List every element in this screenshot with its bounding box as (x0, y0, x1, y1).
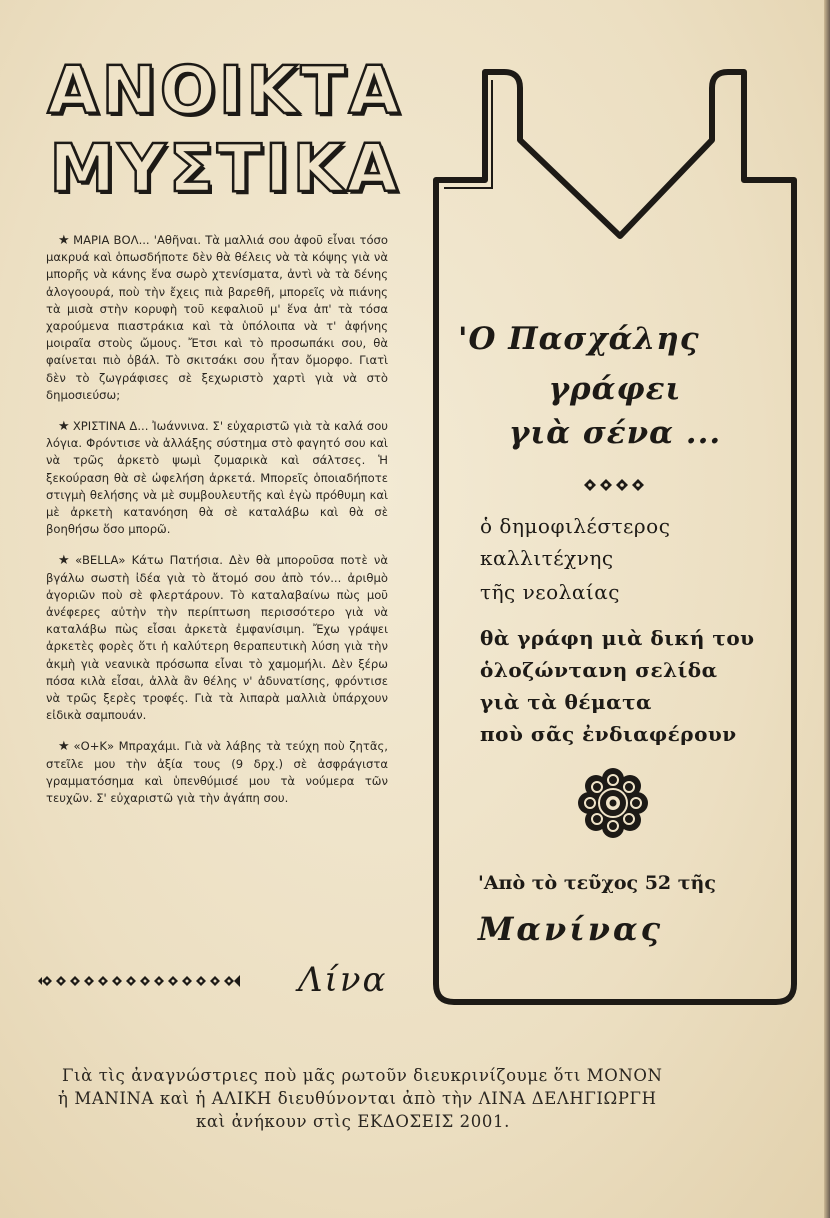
page-title-line2: ΜΥΣΤΙΚΑ (49, 130, 401, 207)
announcement-line: γιὰ τὰ θέματα (480, 690, 652, 714)
letter-text: ΜΑΡΙΑ ΒΟΛ... 'Αθῆναι. Τὰ μαλλιά σου ἀφοῦ εἶναι τόσο μακρυά καὶ ὁπωσδήποτε δὲν θὰ θέλεις νὰ τὰ κόψης γιὰ νὰ μπορῆς νὰ κάνης ἕνα σωρὸ χτενίσματα, ἀντὶ νὰ τὰ δένης ἀλογοουρά, ποὺ τὴν ἔχεις πιὰ βαρεθῆ, μπορεῖς νὰ πιάνης τὰ μισὰ στὴν κορυφὴ τοῦ κεφαλιοῦ μ' ἕνα ἀπ' τὰ τόσα χαρούμενα πιαστράκια καὶ τὰ ὑπόλοιπα νὰ τ' ἀφήνης μοιραῖα στοὺς ὤμους. Ἔτσι καὶ τὸ προσωπάκι σου, θὰ φαίνεται πιὸ ὀβάλ. Τὸ σκιτσάκι σου ἦταν ὄμορφο. Γιατὶ δὲν τὸ ζωγράφισες σὲ ξεχωριστὸ χαρτὶ γιὰ νὰ στὸ δημοσιεύσω; (46, 233, 388, 402)
footer-line: ἡ ΜΑΝΙΝΑ καὶ ἡ ΑΛΙΚΗ διευθύνονται ἀπὸ τὴν ΛΙΝΑ ΔΕΛΗΓΙΩΡΓΗ (58, 1089, 657, 1108)
announcement-line: γιὰ σένα ... (508, 415, 722, 451)
letter-text: ΧΡΙΣΤΙΝΑ Δ... Ἰωάννινα. Σ' εὐχαριστῶ γιὰ τὰ καλά σου λόγια. Φρόντισε νὰ ἀλλάξης σύστημα στὸ φαγητό σου καὶ νὰ τρῶς ἀρκετὸ ψωμὶ ζυμαρικὰ καὶ σάλτσες. Ἡ ξεκούραση θὰ σὲ ὠφελήση ἀρκετά. Μπορεῖς ὁποιαδήποτε στιγμὴ θελήσης νὰ μὲ συμβουλευτῆς καὶ ἐγὼ πρόθυμη καὶ μὲ ἀρκετὴ κατανόηση θὰ σὲ καταλάβω καὶ θὰ σὲ βοηθήσω ὅσο μπορῶ. (46, 419, 389, 537)
flower-icon (576, 766, 650, 840)
announcement-line: 'Απὸ τὸ τεῦχος 52 τῆς (478, 872, 716, 894)
letter-text: «BELLA» Κάτω Πατήσια. Δὲν θὰ μποροῦσα ποτὲ νὰ βγάλω σωστὴ ἰδέα γιὰ τὸ ἄτομό σου ἀπὸ τόν... ἀριθμὸ ἀγοριῶν ποὺ σὲ φλερτάρουν. Τὸ καταλαβαίνω πὼς μοῦ ἀνέφερες αὐτὴν τὴν περίπτωση περισσότερο γιὰ νὰ καταλάβω πὼς εἶσαι ἀρκετὰ ἐμφανίσιμη. Ἔχω γράψει ἀρκετὲς φορὲς ὅτι ἡ καλύτερη θεραπευτικὴ λύση γιὰ τὴν ἀκμὴ γιὰ νεανικὰ πρόσωπα εἶναι τὸ χαμομήλι. Δὲν ξέρω πόσα κιλὰ εἶσαι, ἀλλὰ ἂν θέλης ν' ἀδυνατίσης, φρόντισε νὰ τρῶς ξερὲς τροφές. Γιὰ τὰ λιπαρὰ μαλλιὰ ὑπάρχουν εἰδικὰ σαμπουάν. (46, 553, 388, 723)
announcement-line: ὁλοζώντανη σελίδα (480, 658, 718, 682)
letter-item (46, 552, 388, 724)
page-edge (824, 0, 830, 1218)
announcement-line: τῆς νεολαίας (480, 580, 620, 604)
signature: Λίνα (298, 960, 388, 1000)
letter-item (46, 232, 388, 404)
diamond-ornament-icon (580, 474, 652, 496)
footer-line: καὶ ἀνήκουν στὶς ΕΚΔΟΣΕΙΣ 2001. (196, 1112, 510, 1131)
star-icon: ★ (58, 419, 70, 435)
announcement-line: καλλιτέχνης (480, 546, 614, 570)
announcement-line: ποὺ σᾶς ἐνδιαφέρουν (480, 722, 737, 746)
letters-column (46, 232, 388, 821)
star-icon: ★ (58, 739, 71, 755)
announcement-line: ὁ δημοφιλέστερος (480, 514, 671, 538)
announcement-line: 'Ο Πασχάλης (458, 321, 700, 357)
star-icon: ★ (58, 233, 71, 248)
letter-item (46, 418, 388, 538)
footer-line: Γιὰ τὶς ἀναγνώστριες ποὺ μᾶς ρωτοῦν διευκρινίζουμε ὅτι ΜΟΝΟΝ (62, 1066, 663, 1085)
announcement-line: γράφει (548, 371, 682, 407)
star-icon: ★ (58, 553, 73, 569)
footer-notice (58, 1064, 778, 1133)
signature-row (36, 962, 396, 1002)
announcement-line: θὰ γράφη μιὰ δική του (480, 626, 755, 650)
diamond-ornament-icon (36, 970, 246, 992)
magazine-name: Μανίνας (478, 910, 664, 948)
page-title-line1: ΑΝΟΙΚΤΑ (47, 52, 403, 129)
letter-item (46, 738, 388, 807)
letter-text: «Ο+Κ» Μπραχάμι. Γιὰ νὰ λάβης τὰ τεύχη ποὺ ζητᾶς, στεῖλε μου τὴν ἀξία τους (9 δρχ.) σὲ ἀσφράγιστα γραμματόσημα καὶ ὑπενθύμισέ μου τὰ νούμερα τῶν τευχῶν. Σ' εὐχαριστῶ γιὰ τὴν ἀγάπη σου. (46, 739, 388, 806)
